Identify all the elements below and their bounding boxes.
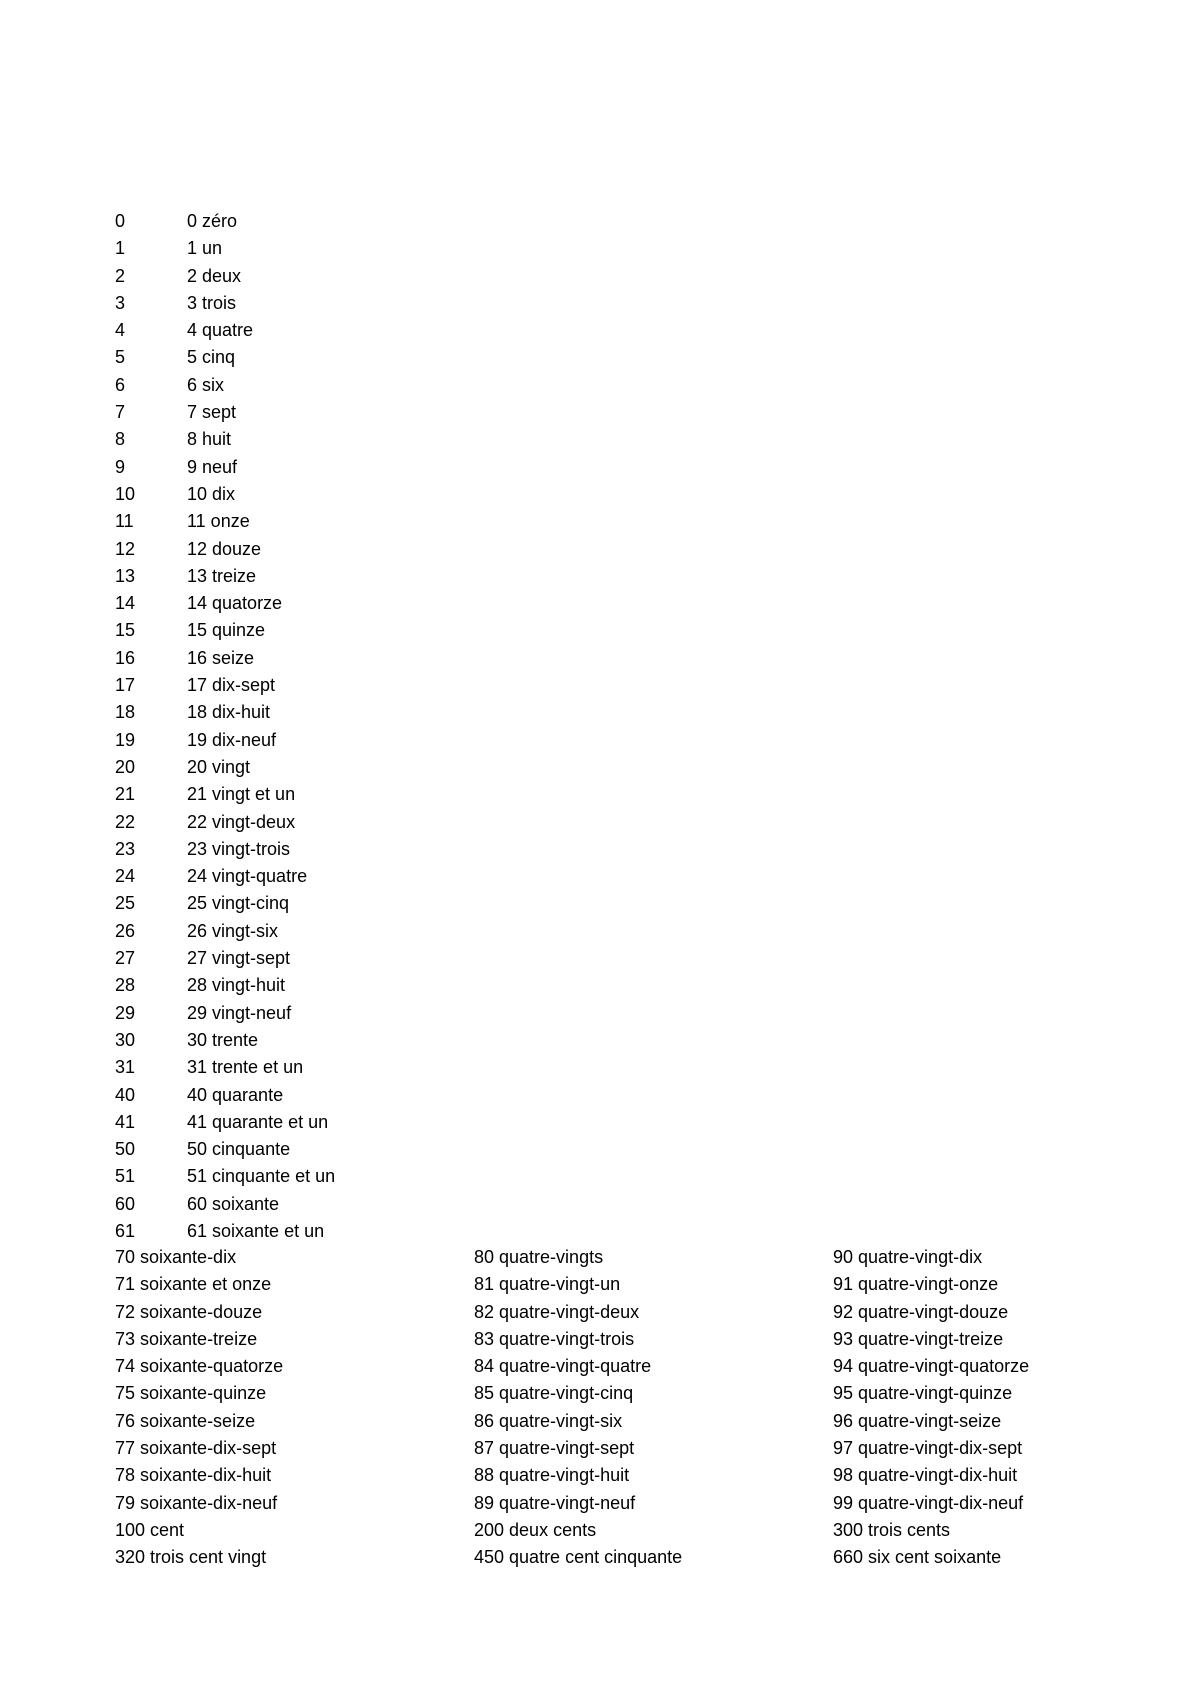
- number-word: 0 zéro: [187, 211, 238, 231]
- grid-row: [115, 1380, 1115, 1407]
- number-word-cell: 200 deux cents: [474, 1519, 597, 1540]
- number-digit: 1: [115, 238, 126, 259]
- number-word-cell: 91 quatre-vingt-onze: [833, 1274, 999, 1295]
- number-word-cell: 88 quatre-vingt-huit: [474, 1465, 630, 1486]
- number-digit: 2: [115, 265, 126, 286]
- number-word-cell: 95 quatre-vingt-quinze: [833, 1383, 1013, 1404]
- number-word: 10 dix: [187, 483, 236, 504]
- number-digit: 40: [115, 1084, 136, 1105]
- number-word: 13 treize: [187, 565, 257, 586]
- number-word: 41 quarante et un: [187, 1111, 329, 1132]
- number-digit: 28: [115, 975, 136, 996]
- number-word: 30 trente: [187, 1029, 259, 1050]
- grid-row: [115, 1408, 1115, 1435]
- number-digit: 50: [115, 1139, 136, 1160]
- number-grid: [115, 1244, 1115, 1572]
- number-digit: 24: [115, 866, 136, 887]
- number-word-cell: 74 soixante-quatorze: [115, 1356, 284, 1377]
- grid-row: [115, 1244, 1115, 1271]
- number-word: 21 vingt et un: [187, 784, 296, 805]
- number-word: 19 dix-neuf: [187, 729, 277, 750]
- grid-row: [115, 1544, 1115, 1571]
- number-digit: 61: [115, 1220, 136, 1241]
- number-word-cell: 99 quatre-vingt-dix-neuf: [833, 1492, 1024, 1513]
- number-word: 7 sept: [187, 402, 237, 423]
- number-digit: 29: [115, 1002, 136, 1023]
- number-word-cell: 320 trois cent vingt: [115, 1547, 267, 1568]
- number-word-cell: 87 quatre-vingt-sept: [474, 1438, 635, 1459]
- number-digit: 17: [115, 675, 136, 696]
- number-word: 1 un: [187, 238, 223, 259]
- number-digit: 13: [115, 565, 136, 586]
- number-word: 2 deux: [187, 265, 242, 286]
- number-word-cell: 80 quatre-vingts: [474, 1247, 604, 1267]
- number-digit: 7: [115, 402, 126, 423]
- number-word: 20 vingt: [187, 756, 251, 777]
- grid-row: [115, 1490, 1115, 1517]
- number-word: 18 dix-huit: [187, 702, 271, 723]
- number-digit: 4: [115, 320, 126, 341]
- number-word-cell: 450 quatre cent cinquante: [474, 1547, 683, 1568]
- number-digit: 14: [115, 593, 136, 614]
- number-digit: 12: [115, 538, 136, 559]
- number-word-cell: 92 quatre-vingt-douze: [833, 1301, 1009, 1322]
- number-word-cell: 70 soixante-dix: [115, 1247, 237, 1267]
- number-word: 15 quinze: [187, 620, 266, 641]
- number-word-cell: 78 soixante-dix-huit: [115, 1465, 272, 1486]
- number-digit: 25: [115, 893, 136, 914]
- number-word-cell: 100 cent: [115, 1519, 185, 1540]
- number-word: 17 dix-sept: [187, 675, 276, 696]
- grid-row: [115, 1435, 1115, 1462]
- number-digit: 31: [115, 1057, 136, 1078]
- number-word: 28 vingt-huit: [187, 975, 286, 996]
- number-word-cell: 94 quatre-vingt-quatorze: [833, 1356, 1030, 1377]
- number-word-cell: 93 quatre-vingt-treize: [833, 1328, 1004, 1349]
- number-word-cell: 660 six cent soixante: [833, 1547, 1002, 1568]
- number-word: 24 vingt-quatre: [187, 866, 308, 887]
- number-word-cell: 90 quatre-vingt-dix: [833, 1247, 983, 1267]
- number-word: 29 vingt-neuf: [187, 1002, 292, 1023]
- number-word: 25 vingt-cinq: [187, 893, 290, 914]
- number-word-cell: 72 soixante-douze: [115, 1301, 263, 1322]
- number-word: 61 soixante et un: [187, 1220, 325, 1241]
- number-word-cell: 77 soixante-dix-sept: [115, 1438, 277, 1459]
- number-word: 23 vingt-trois: [187, 838, 291, 859]
- number-digit: 6: [115, 374, 126, 395]
- number-digit: 5: [115, 347, 126, 368]
- number-digit: 0: [115, 211, 126, 231]
- number-word: 6 six: [187, 374, 225, 395]
- number-digit: 60: [115, 1193, 136, 1214]
- number-word: 22 vingt-deux: [187, 811, 296, 832]
- number-digit: 8: [115, 429, 126, 450]
- number-word: 8 huit: [187, 429, 232, 450]
- number-digit: 18: [115, 702, 136, 723]
- number-word: 4 quatre: [187, 320, 254, 341]
- number-word-cell: 73 soixante-treize: [115, 1328, 258, 1349]
- grid-row: [115, 1353, 1115, 1380]
- grid-row: [115, 1462, 1115, 1489]
- number-digit: 41: [115, 1111, 136, 1132]
- number-word: 40 quarante: [187, 1084, 284, 1105]
- number-word-cell: 82 quatre-vingt-deux: [474, 1301, 640, 1322]
- number-word-cell: 75 soixante-quinze: [115, 1383, 267, 1404]
- number-word-cell: 71 soixante et onze: [115, 1274, 272, 1295]
- number-digit: 51: [115, 1166, 136, 1187]
- number-digit: 22: [115, 811, 136, 832]
- number-word: 5 cinq: [187, 347, 236, 368]
- number-digit: 23: [115, 838, 136, 859]
- number-digit: 27: [115, 948, 136, 969]
- number-word-cell: 85 quatre-vingt-cinq: [474, 1383, 634, 1404]
- number-digit: 21: [115, 784, 136, 805]
- number-digit: 19: [115, 729, 136, 750]
- number-word: 26 vingt-six: [187, 920, 279, 941]
- number-word-cell: 81 quatre-vingt-un: [474, 1274, 621, 1295]
- grid-row: [115, 1299, 1115, 1326]
- number-digit: 20: [115, 756, 136, 777]
- number-word-cell: 97 quatre-vingt-dix-sept: [833, 1438, 1023, 1459]
- number-word-cell: 83 quatre-vingt-trois: [474, 1328, 635, 1349]
- number-word: 3 trois: [187, 292, 237, 313]
- number-digit: 9: [115, 456, 126, 477]
- number-digit: 26: [115, 920, 136, 941]
- number-digit: 15: [115, 620, 136, 641]
- number-digit: 11: [115, 511, 134, 532]
- number-word: 60 soixante: [187, 1193, 280, 1214]
- number-word: 16 seize: [187, 647, 255, 668]
- number-digit: 16: [115, 647, 136, 668]
- grid-row: [115, 1517, 1115, 1544]
- number-word-cell: 98 quatre-vingt-dix-huit: [833, 1465, 1018, 1486]
- number-word: 51 cinquante et un: [187, 1166, 336, 1187]
- number-word: 12 douze: [187, 538, 262, 559]
- number-word: 50 cinquante: [187, 1139, 291, 1160]
- number-digit: 3: [115, 292, 126, 313]
- number-digit: 30: [115, 1029, 136, 1050]
- number-word-cell: 86 quatre-vingt-six: [474, 1410, 623, 1431]
- number-word-cell: 79 soixante-dix-neuf: [115, 1492, 278, 1513]
- number-word-cell: 76 soixante-seize: [115, 1410, 256, 1431]
- number-word-cell: 89 quatre-vingt-neuf: [474, 1492, 636, 1513]
- number-digit: 10: [115, 483, 136, 504]
- number-word: 9 neuf: [187, 456, 238, 477]
- number-word-cell: 96 quatre-vingt-seize: [833, 1410, 1002, 1431]
- number-word: 31 trente et un: [187, 1057, 304, 1078]
- number-word-cell: 84 quatre-vingt-quatre: [474, 1356, 652, 1377]
- grid-row: [115, 1271, 1115, 1298]
- number-word: 14 quatorze: [187, 593, 283, 614]
- grid-row: [115, 1326, 1115, 1353]
- number-word-cell: 300 trois cents: [833, 1519, 951, 1540]
- number-word: 11 onze: [187, 511, 250, 532]
- number-word: 27 vingt-sept: [187, 948, 291, 969]
